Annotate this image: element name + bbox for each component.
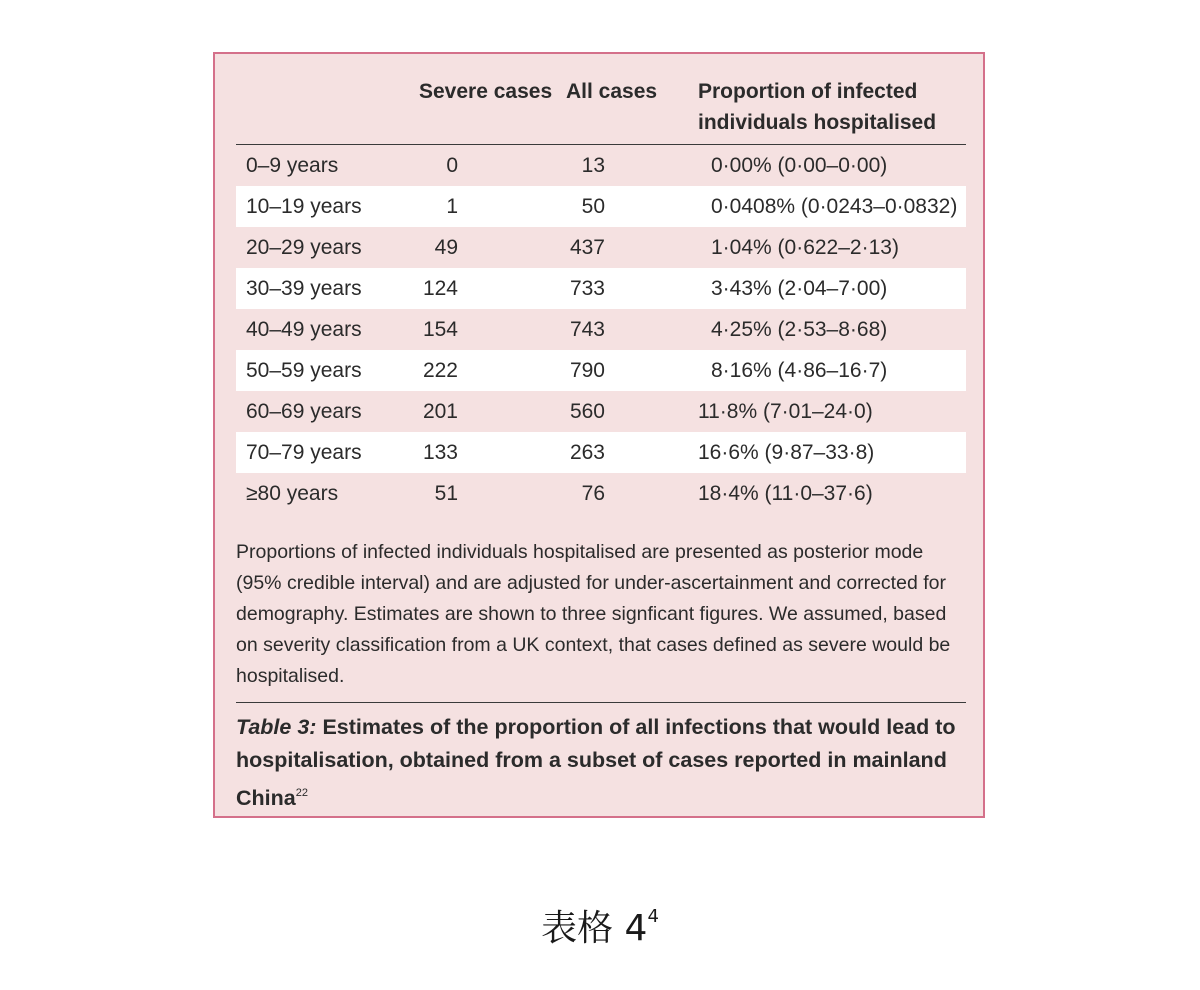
cell-all-cases: 76: [581, 482, 605, 505]
cell-age: 70–79 years: [246, 441, 362, 464]
cell-proportion: 4·25% (2·53–8·68): [711, 318, 888, 341]
cell-all-cases: 50: [581, 195, 605, 218]
cell-all-cases: 733: [569, 277, 605, 300]
cell-proportion: 16·6% (9·87–33·8): [698, 441, 875, 464]
cell-proportion: 1·04% (0·622–2·13): [711, 236, 899, 259]
cell-all-cases: 790: [569, 359, 605, 382]
cell-proportion: 3·43% (2·04–7·00): [711, 277, 888, 300]
figure-caption-reference: 4: [647, 906, 659, 927]
table-caption: [236, 711, 966, 815]
cell-severe-cases: 49: [434, 236, 458, 259]
cell-age: 30–39 years: [246, 277, 362, 300]
cell-age: 0–9 years: [246, 154, 339, 177]
cell-severe-cases: 124: [422, 277, 458, 300]
cell-proportion: 8·16% (4·86–16·7): [711, 359, 888, 382]
caption-label: Table 3:: [236, 715, 317, 739]
data-table: [236, 54, 966, 514]
table-row: [236, 268, 966, 309]
header-all-cases: All cases: [566, 80, 658, 103]
header-proportion: Proportion of infected individuals hospitalised: [698, 80, 937, 134]
cell-age: 40–49 years: [246, 318, 362, 341]
table-row: [236, 227, 966, 268]
cell-severe-cases: 154: [422, 318, 458, 341]
cell-all-cases: 437: [569, 236, 605, 259]
cell-severe-cases: 1: [446, 195, 458, 218]
table-panel: [213, 52, 985, 818]
table-body: [236, 145, 966, 514]
table-row: [236, 391, 966, 432]
figure-caption-text: 表格 4: [541, 908, 648, 949]
cell-severe-cases: 222: [422, 359, 458, 382]
cell-age: 20–29 years: [246, 236, 362, 259]
cell-all-cases: 13: [581, 154, 605, 177]
figure-caption: [0, 900, 1200, 951]
cell-severe-cases: 133: [422, 441, 458, 464]
cell-age: ≥80 years: [246, 482, 339, 505]
cell-proportion: 0·0408% (0·0243–0·0832): [711, 195, 958, 218]
cell-proportion: 11·8% (7·01–24·0): [698, 400, 873, 423]
table-row: [236, 309, 966, 350]
cell-severe-cases: 0: [446, 154, 458, 177]
caption-reference: 22: [295, 787, 308, 799]
cell-age: 10–19 years: [246, 195, 362, 218]
cell-severe-cases: 51: [434, 482, 458, 505]
table-row: [236, 145, 966, 186]
table-footnote: Proportions of infected individuals hospitalised are presented as posterior mode (95% credible interval) and are adjusted for under-ascertainment and corrected for demography. Estimates are shown to three signficant figures. We assumed, based on severity classification from a UK context, that cases defined as severe would be hospitalised.: [236, 541, 951, 687]
table-row: [236, 186, 966, 227]
cell-proportion: 0·00% (0·00–0·00): [711, 154, 888, 177]
header-severe-cases: Severe cases: [419, 80, 553, 103]
table-row: [236, 350, 966, 391]
cell-all-cases: 560: [569, 400, 605, 423]
cell-age: 60–69 years: [246, 400, 362, 423]
caption-divider: [236, 702, 966, 703]
cell-all-cases: 263: [569, 441, 605, 464]
cell-all-cases: 743: [569, 318, 605, 341]
cell-age: 50–59 years: [246, 359, 362, 382]
table-header: [236, 54, 966, 145]
caption-text: Estimates of the proportion of all infections that would lead to hospitalisation, obtained from a subset of cases reported in mainland China: [236, 715, 956, 810]
table-row: [236, 432, 966, 473]
table-row: [236, 473, 966, 514]
cell-proportion: 18·4% (11·0–37·6): [698, 482, 873, 505]
cell-severe-cases: 201: [422, 400, 458, 423]
